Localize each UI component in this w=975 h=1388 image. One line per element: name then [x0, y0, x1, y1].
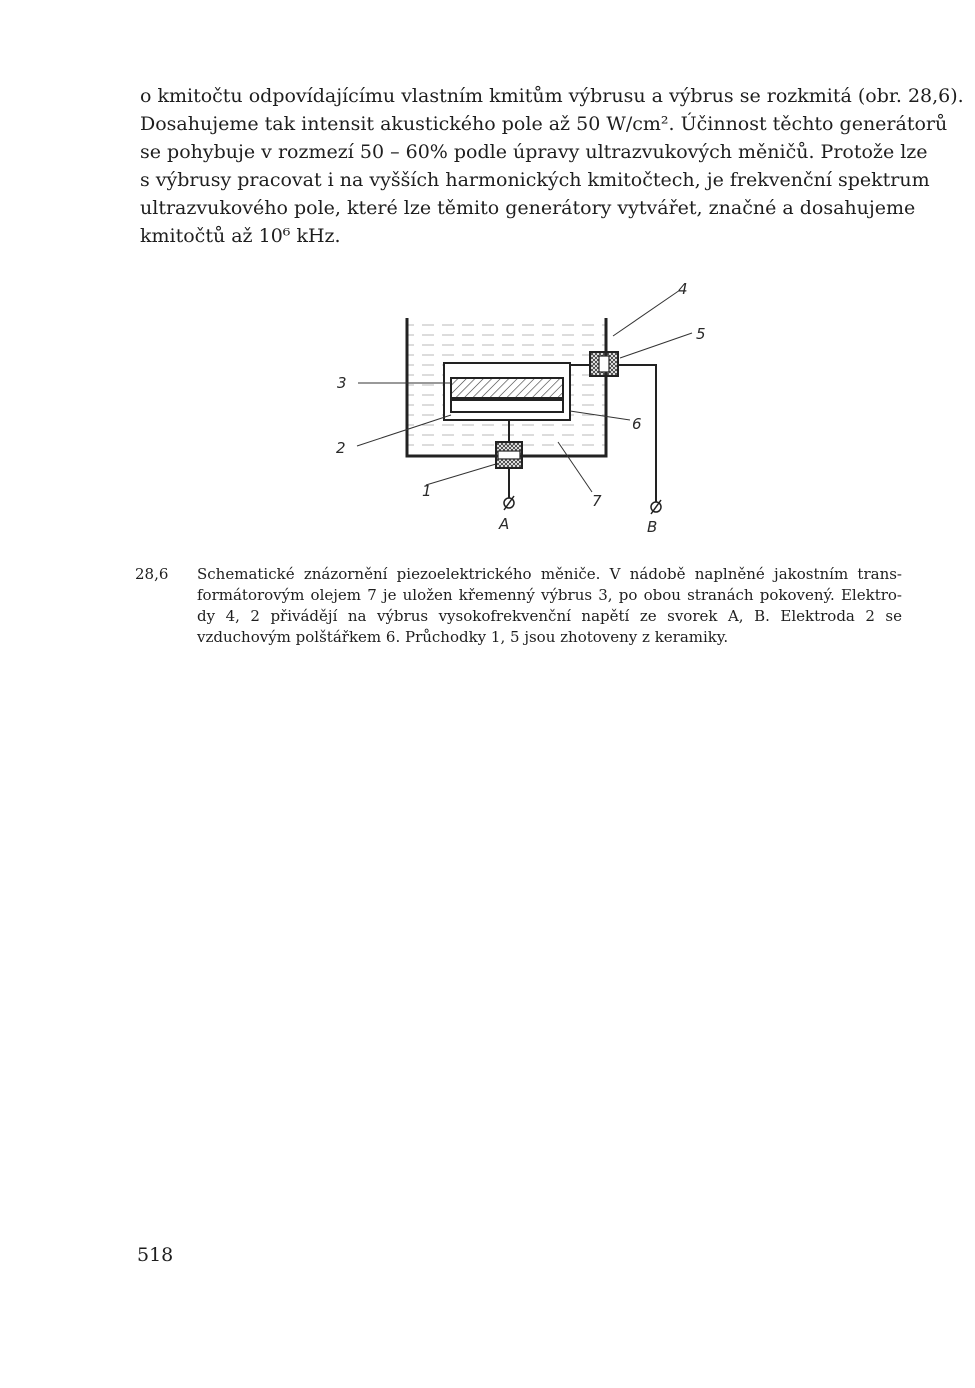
- paragraph-line: s výbrusy pracovat i na vyšších harmonických kmitočtech, je frekvenční spektrum: [140, 169, 930, 191]
- terminal-b-label: B: [647, 518, 658, 536]
- label-7: 7: [592, 492, 602, 510]
- caption-line: Schematické znázornění piezoelektrického měniče. V nádobě naplněné jakostním trans-: [197, 565, 902, 583]
- label-3: 3: [337, 374, 347, 392]
- paragraph-line: o kmitočtu odpovídajícímu vlastním kmitům výbrusu a výbrus se rozkmitá (obr. 28,6).: [140, 85, 964, 107]
- paragraph-line: se pohybuje v rozmezí 50 – 60% podle úpravy ultrazvukových měničů. Protože lze: [140, 141, 928, 163]
- label-5: 5: [696, 325, 706, 343]
- caption-line: vzduchovým polštářkem 6. Průchodky 1, 5 jsou zhotoveny z keramiky.: [197, 628, 729, 646]
- label-1: 1: [422, 482, 432, 500]
- terminal-b-icon: [651, 500, 661, 514]
- quartz-crystal-assembly: [444, 363, 570, 420]
- label-6: 6: [632, 415, 642, 433]
- page-number: 518: [137, 1244, 174, 1266]
- bushing-5: [590, 352, 618, 376]
- paragraph-line: ultrazvukového pole, které lze těmito generátory vytvářet, značné a dosahujeme: [140, 197, 916, 219]
- bushing-1: [496, 442, 522, 468]
- label-2: 2: [336, 439, 346, 457]
- terminal-a-icon: [504, 496, 514, 510]
- label-4: 4: [678, 280, 688, 298]
- caption-line: formátorovým olejem 7 je uložen křemenný výbrus 3, po obou stranách pokovený. Elektro-: [197, 586, 902, 604]
- caption-text: [197, 564, 902, 648]
- figure-number: 28,6: [135, 565, 169, 583]
- body-paragraph: [140, 82, 964, 250]
- paragraph-line: Dosahujeme tak intensit akustického pole až 50 W/cm². Účinnost těchto generátorů: [140, 113, 948, 135]
- terminal-a-label: A: [499, 515, 510, 533]
- caption-line: dy 4, 2 přivádějí na výbrus vysokofrekvenční napětí ze svorek A, B. Elektroda 2 se: [197, 607, 902, 625]
- transducer-diagram: [320, 270, 720, 540]
- paragraph-line: kmitočtů až 10⁶ kHz.: [140, 225, 341, 247]
